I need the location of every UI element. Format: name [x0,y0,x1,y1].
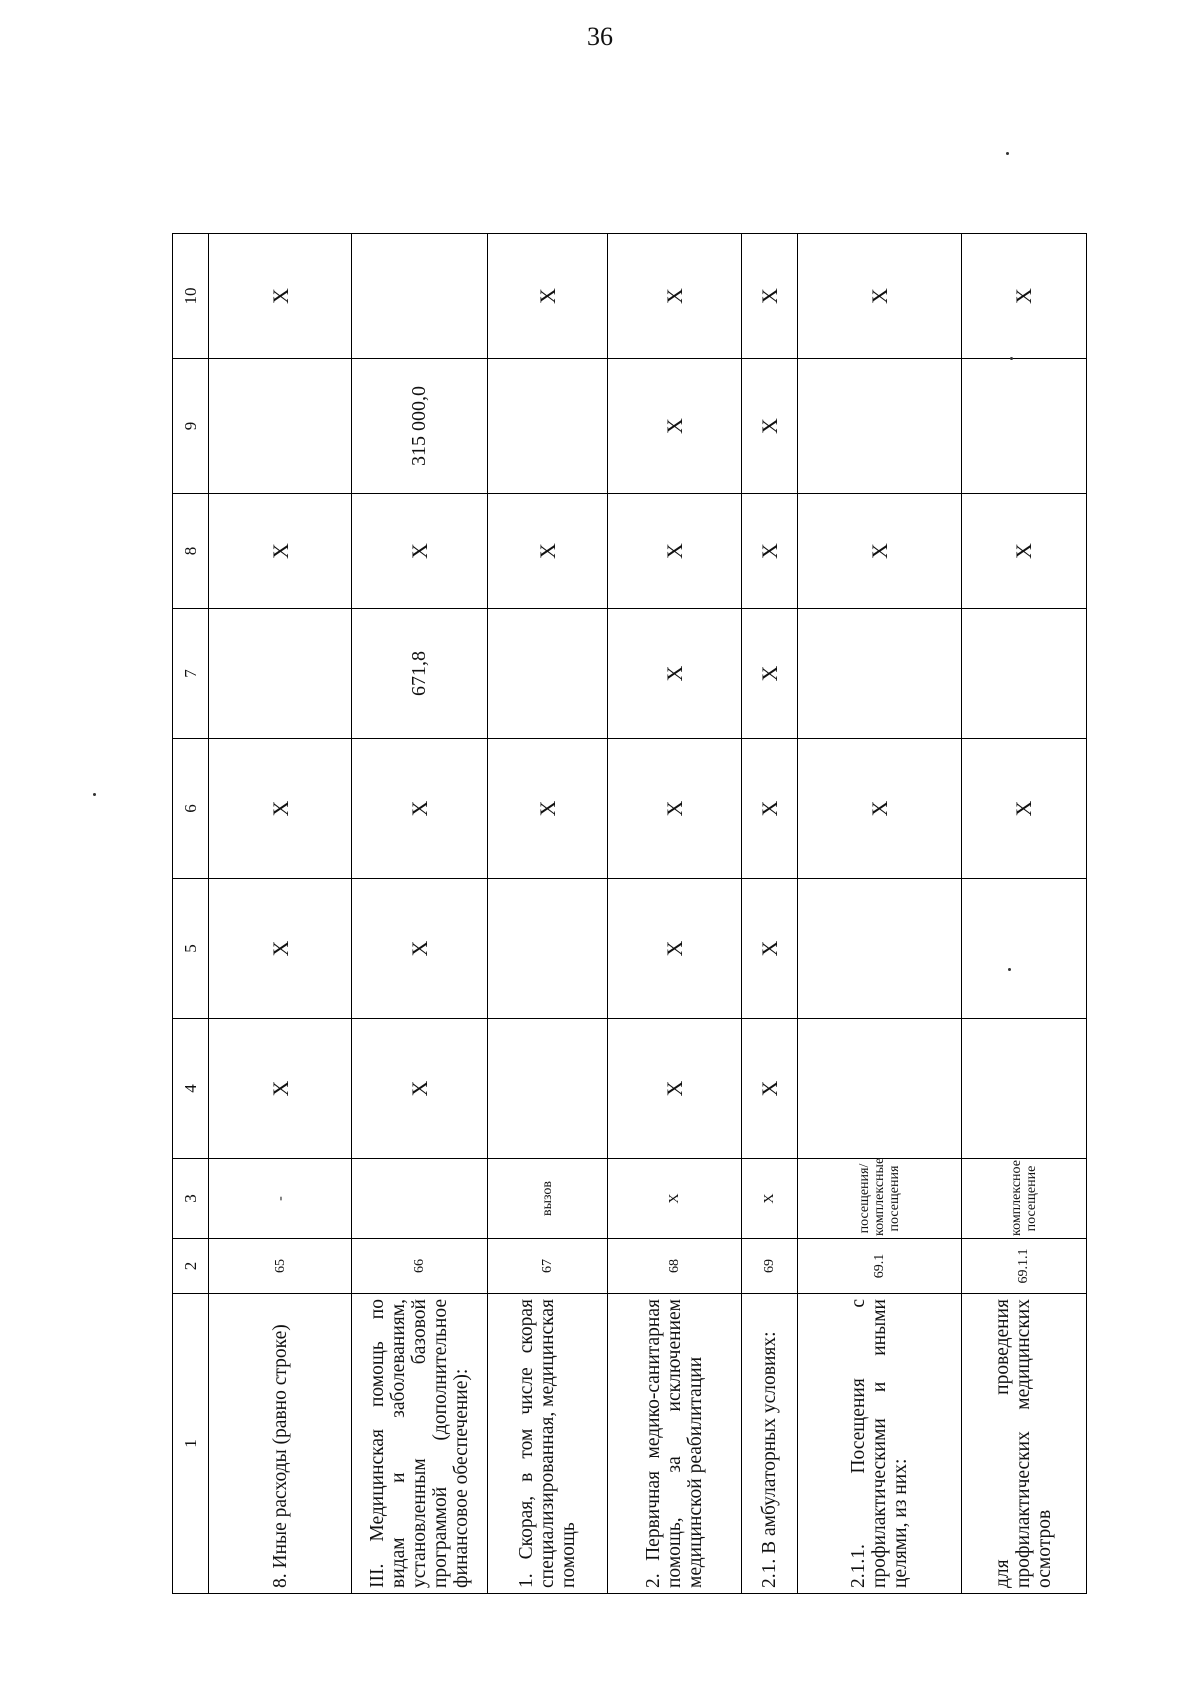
value-cell-col-8: Х [488,494,608,609]
value-cell-col-5: Х [209,879,352,1019]
value-cell-col-10: Х [961,234,1086,359]
unit-cell: Х [742,1159,797,1239]
value-cell-col-8: Х [961,494,1086,609]
value-cell-col-8: Х [352,494,488,609]
value-cell-col-5 [797,879,961,1019]
table-row [488,234,608,1594]
value-cell-col-9 [209,359,352,494]
column-header: 5 [173,879,209,1019]
row-label: 2. Первичная медико-санитарная помощь, за исключением медицинской реабилитации [607,1294,742,1594]
header-row [173,234,209,1594]
value-cell-col-4 [797,1019,961,1159]
unit-cell: комплексное посещение [961,1159,1086,1239]
page-number: 36 [587,22,613,51]
value-cell-col-8: Х [797,494,961,609]
column-header: 3 [173,1159,209,1239]
value-cell-col-10: Х [488,234,608,359]
value-cell-col-9: Х [607,359,742,494]
row-label: 2.1.1. Посещения с профилактическими и иными целями, из них: [797,1294,961,1594]
value-cell-col-6: Х [352,739,488,879]
column-header: 10 [173,234,209,359]
value-cell-col-10: Х [607,234,742,359]
value-cell-col-4: Х [742,1019,797,1159]
table-row [961,234,1086,1594]
scan-speck [93,793,96,796]
scan-speck [1008,968,1011,971]
column-header: 4 [173,1019,209,1159]
unit-cell: посещения/ комплексные посещения [797,1159,961,1239]
table-row [607,234,742,1594]
unit-cell [352,1159,488,1239]
value-cell-col-5 [488,879,608,1019]
value-cell-col-8: Х [742,494,797,609]
unit-cell: вызов [488,1159,608,1239]
unit-cell: - [209,1159,352,1239]
value-cell-col-7: 671,8 [352,609,488,739]
row-number: 67 [488,1239,608,1294]
row-label: 1. Скорая, в том числе скорая специализированная, медицинская помощь [488,1294,608,1594]
value-cell-col-7 [961,609,1086,739]
row-label: III. Медицинская помощь по видам и заболеваниям, установленным базовой программой (дополнительное финансовое обеспечение): [352,1294,488,1594]
row-number: 69 [742,1239,797,1294]
value-cell-col-10: Х [742,234,797,359]
row-number: 65 [209,1239,352,1294]
value-cell-col-10: Х [209,234,352,359]
table-row [742,234,797,1594]
unit-cell: Х [607,1159,742,1239]
value-cell-col-9 [488,359,608,494]
scan-speck [1010,357,1013,360]
column-header: 8 [173,494,209,609]
row-number: 66 [352,1239,488,1294]
value-cell-col-9: Х [742,359,797,494]
table-row [209,234,352,1594]
table-row [352,234,488,1594]
data-table [172,233,1087,1594]
value-cell-col-7 [209,609,352,739]
column-header: 9 [173,359,209,494]
row-label: 8. Иные расходы (равно строке) [209,1294,352,1594]
value-cell-col-7 [797,609,961,739]
value-cell-col-5: Х [742,879,797,1019]
value-cell-col-7: Х [607,609,742,739]
value-cell-col-4: Х [607,1019,742,1159]
value-cell-col-9 [961,359,1086,494]
column-header: 6 [173,739,209,879]
column-header: 1 [173,1294,209,1594]
row-number: 68 [607,1239,742,1294]
value-cell-col-7 [488,609,608,739]
value-cell-col-6: Х [488,739,608,879]
value-cell-col-5 [961,879,1086,1019]
value-cell-col-10 [352,234,488,359]
value-cell-col-6: Х [607,739,742,879]
value-cell-col-6: Х [797,739,961,879]
value-cell-col-8: Х [209,494,352,609]
value-cell-col-4: Х [352,1019,488,1159]
value-cell-col-4 [961,1019,1086,1159]
value-cell-col-5: Х [352,879,488,1019]
row-label: для проведения профилактических медицинских осмотров [961,1294,1086,1594]
value-cell-col-8: Х [607,494,742,609]
value-cell-col-6: Х [209,739,352,879]
value-cell-col-7: Х [742,609,797,739]
value-cell-col-9 [797,359,961,494]
value-cell-col-9: 315 000,0 [352,359,488,494]
value-cell-col-4: Х [209,1019,352,1159]
table-row [797,234,961,1594]
row-number: 69.1.1 [961,1239,1086,1294]
value-cell-col-6: Х [742,739,797,879]
value-cell-col-10: Х [797,234,961,359]
rotated-table-container [172,234,1087,1594]
value-cell-col-6: Х [961,739,1086,879]
row-number: 69.1 [797,1239,961,1294]
column-header: 7 [173,609,209,739]
column-header: 2 [173,1239,209,1294]
scan-speck [1006,152,1009,155]
value-cell-col-4 [488,1019,608,1159]
row-label: 2.1. В амбулаторных условиях: [742,1294,797,1594]
value-cell-col-5: Х [607,879,742,1019]
